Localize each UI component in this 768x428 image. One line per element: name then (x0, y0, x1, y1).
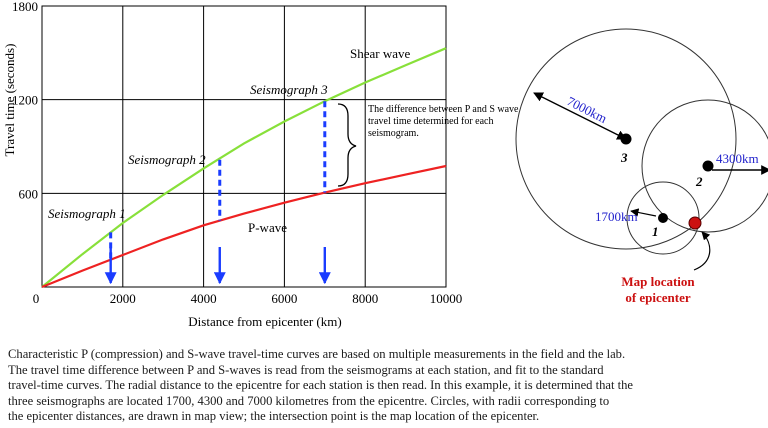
origin-tick-label: 0 (32, 291, 40, 306)
travel-time-chart (2, 0, 528, 329)
y-axis-label: Travel time (seconds) (2, 43, 17, 157)
station-3-number: 3 (621, 150, 628, 165)
x-tick-label: 4000 (190, 291, 217, 306)
caption-line: Characteristic P (compression) and S-wave travel-time curves are based on multiple measurements in the field and the lab. (8, 347, 626, 361)
series-line (42, 48, 446, 287)
caption-line: the epicenter distances, are drawn in map view; the intersection point is the map location of the epicenter. (8, 409, 540, 424)
figure-caption (8, 347, 760, 425)
series-line (42, 166, 446, 287)
caption-line: three seismographs are located 1700, 4300 and 7000 kilometres from the epicentre. Circles, with radii corresponding to (8, 393, 610, 408)
x-axis-label: Distance from epicenter (km) (188, 314, 342, 329)
station-1-number: 1 (652, 224, 659, 239)
seismograph-label: Seismograph 2 (128, 152, 206, 167)
station-2-number: 2 (696, 174, 703, 189)
radius-label-1: 1700km (595, 209, 638, 224)
caption-line: The travel time difference between P and S-waves is read from the seismograms at each station, and fit to the standard (8, 362, 604, 377)
station-3-marker (621, 134, 632, 145)
seismograph-label: Seismograph 3 (250, 82, 328, 97)
station-1-marker (658, 213, 668, 223)
epicenter-map (516, 29, 768, 305)
station-2-marker (703, 161, 714, 172)
seismograph-label: Seismograph 1 (48, 206, 126, 221)
difference-annotation (368, 104, 528, 164)
epicenter-marker (689, 217, 701, 229)
epicenter-label-line2: of epicenter (625, 290, 691, 305)
series-label: P-wave (248, 220, 287, 235)
radius-label-2: 4300km (716, 151, 759, 166)
epicenter-label-line1: Map location (621, 274, 695, 289)
y-tick-label: 1800 (12, 0, 38, 14)
x-axis-ticks (110, 291, 462, 306)
x-tick-label: 10000 (429, 291, 463, 306)
difference-brace (338, 104, 356, 186)
x-tick-label: 6000 (271, 291, 298, 306)
caption-line: travel-time curves. The radial distance to the epicentre for each station is then read. In this example, it is determined that the (8, 378, 634, 393)
x-tick-label: 8000 (352, 291, 379, 306)
y-tick-label: 1200 (12, 92, 38, 108)
difference-annotation-text: The difference between P and S wave travel time determined for each seismogram. (368, 104, 519, 139)
epicenter-pointer (694, 232, 710, 270)
travel-time-curves (42, 46, 446, 287)
radius-label-3: 7000km (564, 93, 610, 127)
seismograph-measurements (48, 82, 328, 283)
y-tick-label: 600 (18, 186, 38, 202)
x-tick-label: 2000 (109, 291, 136, 306)
series-label: Shear wave (350, 46, 411, 61)
